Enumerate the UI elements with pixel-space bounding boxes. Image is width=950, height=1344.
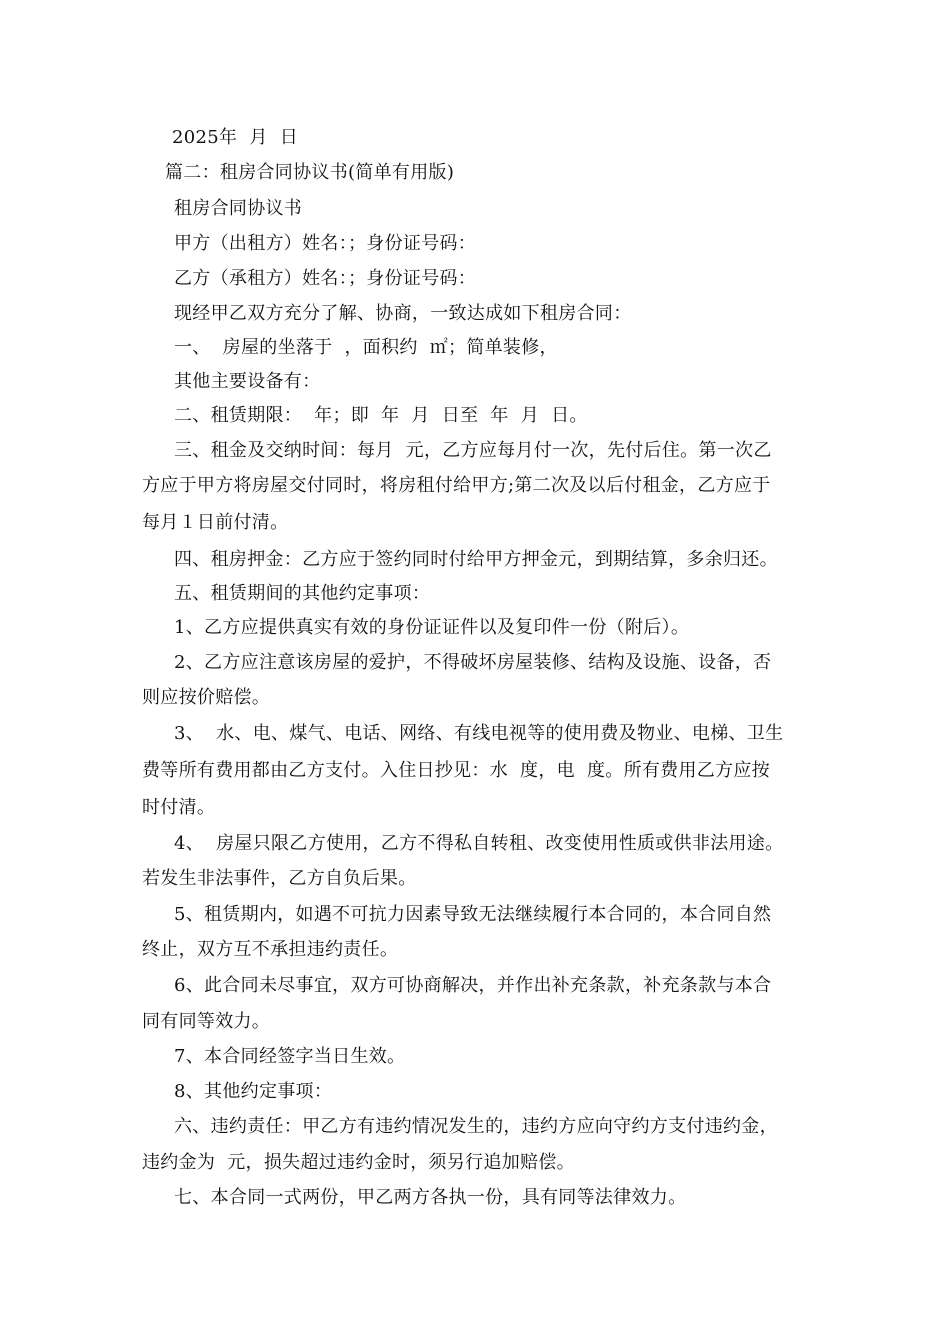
clause-1-equipment: 其他主要设备有： (174, 371, 321, 392)
clause-3-line-2: 方应于甲方将房屋交付同时，将房租付给甲方;第二次及以后付租金，乙方应于 (142, 475, 771, 496)
item-8: 8、其他约定事项： (174, 1081, 333, 1102)
item-5-line-1: 5、租赁期内，如遇不可抗力因素导致无法继续履行本合同的，本合同自然 (174, 904, 772, 925)
item-1: 1、乙方应提供真实有效的身份证证件以及复印件一份（附后）。 (174, 617, 690, 638)
item-6-line-1: 6、此合同未尽事宜，双方可协商解决，并作出补充条款，补充条款与本合 (174, 975, 772, 996)
section-title: 篇二：租房合同协议书(简单有用版) (165, 162, 455, 183)
item-3-line-1: 3、 水、电、煤气、电话、网络、有线电视等的使用费及物业、电梯、卫生 (174, 723, 784, 744)
clause-2: 二、租赁期限： 年；即 年 月 日至 年 月 日。 (174, 405, 588, 426)
item-3-line-2: 费等所有费用都由乙方支付。入住日抄见：水 度，电 度。所有费用乙方应按 (142, 760, 770, 781)
date-line: 2025年 月 日 (172, 127, 298, 148)
clause-5: 五、租赁期间的其他约定事项： (174, 583, 431, 604)
item-2-line-1: 2、乙方应注意该房屋的爱护，不得破坏房屋装修、结构及设施、设备，否 (174, 652, 772, 673)
item-2-line-2: 则应按价赔偿。 (142, 687, 271, 708)
item-5-line-2: 终止，双方互不承担违约责任。 (142, 939, 399, 960)
item-7: 7、本合同经签字当日生效。 (174, 1046, 406, 1067)
clause-3-line-1: 三、租金及交纳时间：每月 元，乙方应每月付一次，先付后住。第一次乙 (174, 440, 772, 461)
party-a-line: 甲方（出租方）姓名：；身份证号码： (174, 233, 477, 254)
clause-4: 四、租房押金：乙方应于签约同时付给甲方押金元，到期结算，多余归还。 (174, 549, 778, 570)
party-b-line: 乙方（承租方）姓名：；身份证号码： (174, 268, 477, 289)
clause-6-line-2: 违约金为 元，损失超过违约金时，须另行追加赔偿。 (142, 1152, 575, 1173)
clause-3-line-3: 每月１日前付清。 (142, 512, 289, 533)
item-3-line-3: 时付清。 (142, 797, 216, 818)
intro-paragraph: 现经甲乙双方充分了解、协商，一致达成如下租房合同： (174, 303, 632, 324)
item-4-line-2: 若发生非法事件，乙方自负后果。 (142, 868, 417, 889)
contract-title: 租房合同协议书 (174, 198, 303, 219)
clause-6-line-1: 六、违约责任：甲乙方有违约情况发生的，违约方应向守约方支付违约金， (174, 1116, 778, 1137)
clause-7: 七、本合同一式两份，甲乙两方各执一份，具有同等法律效力。 (174, 1187, 687, 1208)
clause-1: 一、 房屋的坐落于 ，面积约 ㎡；简单装修， (174, 337, 558, 358)
item-4-line-1: 4、 房屋只限乙方使用，乙方不得私自转租、改变使用性质或供非法用途。 (174, 833, 784, 854)
item-6-line-2: 同有同等效力。 (142, 1011, 271, 1032)
